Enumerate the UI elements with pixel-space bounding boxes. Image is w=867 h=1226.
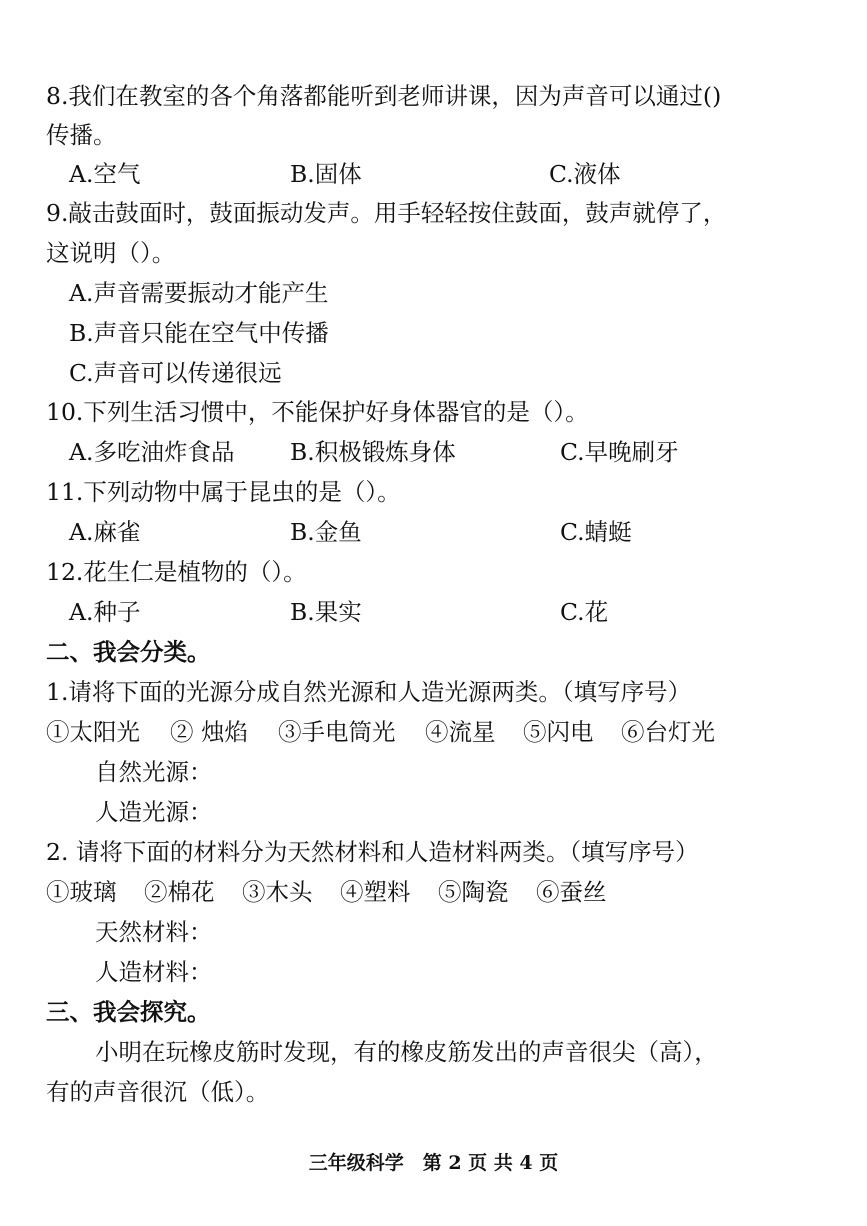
q10-option-a: A.多吃油炸食品 [69, 438, 235, 466]
q9-option-c: C.声音可以传递很远 [69, 359, 282, 387]
q12-option-c: C.花 [560, 598, 609, 626]
section2-p2-prompt: 2. 请将下面的材料分为天然材料和人造材料两类。（填写序号） [46, 838, 699, 866]
q8-option-a: A.空气 [69, 160, 141, 188]
q9-option-b: B.声音只能在空气中传播 [69, 319, 329, 347]
light-item-2: ② 烛焰 [170, 718, 248, 746]
q12-stem: 12.花生仁是植物的（）。 [46, 558, 307, 586]
q9-option-a: A.声音需要振动才能产生 [69, 279, 329, 307]
q11-option-c: C.蜻蜓 [560, 518, 632, 546]
q8-option-b: B.固体 [290, 160, 362, 188]
q12-option-b: B.果实 [290, 598, 362, 626]
material-item-6: ⑥蚕丝 [536, 878, 607, 906]
section3-text-line2: 有的声音很沉（低）。 [46, 1078, 270, 1106]
light-item-1: ①太阳光 [46, 718, 140, 746]
natural-material-label: 天然材料： [95, 918, 213, 946]
section2-title: 二、我会分类。 [46, 638, 211, 666]
q12-option-a: A.种子 [69, 598, 141, 626]
material-item-1: ①玻璃 [46, 878, 117, 906]
section3-text-line1: 小明在玩橡皮筋时发现，有的橡皮筋发出的声音很尖（高）， [95, 1038, 718, 1066]
q11-stem: 11.下列动物中属于昆虫的是（）。 [46, 478, 401, 506]
material-item-4: ④塑料 [340, 878, 411, 906]
q10-option-c: C.早晚刷牙 [560, 438, 679, 466]
material-item-2: ②棉花 [144, 878, 215, 906]
q8-option-c: C.液体 [549, 160, 621, 188]
q10-option-b: B.积极锻炼身体 [290, 438, 456, 466]
q8-stem-line2: 传播。 [46, 121, 117, 149]
light-item-3: ③手电筒光 [278, 718, 396, 746]
section3-title: 三、我会探究。 [46, 998, 211, 1026]
q10-stem: 10.下列生活习惯中，不能保护好身体器官的是（）。 [46, 398, 589, 426]
artificial-material-label: 人造材料： [95, 958, 213, 986]
q11-option-b: B.金鱼 [290, 518, 362, 546]
q9-stem-line2: 这说明（）。 [46, 239, 176, 267]
material-item-5: ⑤陶瓷 [438, 878, 509, 906]
material-item-3: ③木头 [242, 878, 313, 906]
q8-stem-line1: 8.我们在教室的各个角落都能听到老师讲课，因为声音可以通过() [46, 82, 722, 110]
natural-light-label: 自然光源： [95, 758, 213, 786]
section2-p1-prompt: 1.请将下面的光源分成自然光源和人造光源两类。（填写序号） [46, 678, 692, 706]
light-item-6: ⑥台灯光 [621, 718, 715, 746]
light-item-5: ⑤闪电 [523, 718, 594, 746]
q9-stem-line1: 9.敲击鼓面时，鼓面振动发声。用手轻轻按住鼓面，鼓声就停了， [46, 199, 727, 227]
artificial-light-label: 人造光源： [95, 798, 213, 826]
q11-option-a: A.麻雀 [69, 518, 141, 546]
light-item-4: ④流星 [425, 718, 496, 746]
page-footer: 三年级科学 第 2 页 共 4 页 [308, 1152, 559, 1174]
